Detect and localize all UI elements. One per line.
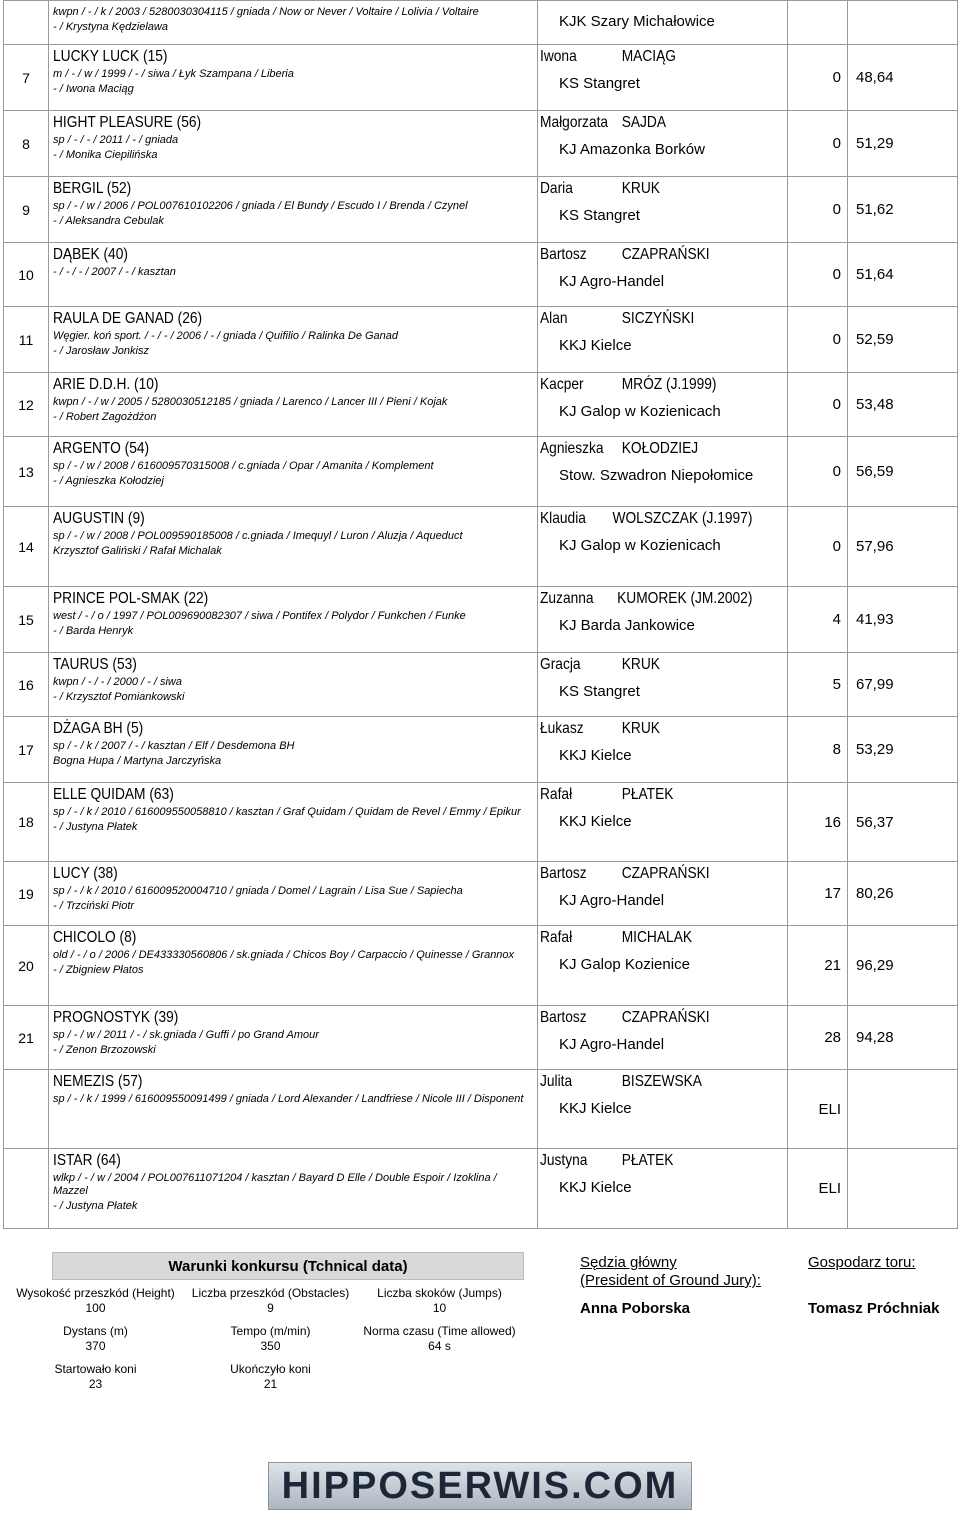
result-row [4,862,958,926]
rider-last-name: CZAPRAŃSKI [621,246,710,263]
horse-name: AUGUSTIN (9) [53,510,145,527]
horse-cell [49,437,538,507]
time-value: 67,99 [856,676,894,693]
rider-first-name: Alan [540,310,568,327]
club-name: KJ Agro-Handel [559,892,665,909]
horse-name: DŻAGA BH (5) [53,720,144,737]
penalty-points: 21 [824,957,841,974]
horse-details: old / - / o / 2006 / DE433330560806 / sk.gniada / Chicos Boy / Carpaccio / Quinesse / Grannox [53,949,515,961]
rider-first-name: Gracja [540,656,581,673]
horse-details: Bogna Hupa / Martyna Jarczyńska [53,755,222,767]
time-value: 52,59 [856,331,894,348]
club-name: KJ Agro-Handel [559,273,665,290]
time-value: 41,93 [856,611,894,628]
rider-name [540,180,752,198]
horse-details: - / - / - / 2007 / - / kasztan [53,266,176,278]
result-row [4,717,958,783]
time-cell [848,111,958,177]
penalty-points: 0 [832,135,841,152]
horse-cell [49,653,538,717]
result-row [4,653,958,717]
time-value: 51,29 [856,135,894,152]
club-name: KJ Galop Kozienice [559,956,690,973]
rider-cell [538,1006,788,1070]
horse-details: sp / - / w / 2006 / POL007610102206 / gniada / El Bundy / Escudo I / Brenda / Czynel [53,200,468,212]
rider-cell [538,783,788,862]
horse-cell [49,111,538,177]
result-row [4,437,958,507]
time-value: 48,64 [856,69,894,86]
rider-last-name: KOŁODZIEJ [621,440,699,457]
horse-details: - / Justyna Płatek [53,821,138,833]
horse-details: - / Krystyna Kędzielawa [53,21,168,33]
time-cell [848,1006,958,1070]
club-name: KKJ Kielce [559,813,632,830]
horse-details: sp / - / - / 2011 / - / gniada [53,134,179,146]
rider-name [540,310,752,328]
host-label: Gospodarz toru: [808,1254,916,1271]
tempo-cell [183,1324,358,1354]
rider-name [540,786,752,804]
rank-cell: 9 [4,177,49,243]
time-value: 53,29 [856,741,894,758]
rider-name [540,1009,752,1027]
horse-details: - / Krzysztof Pomiankowski [53,691,185,703]
horse-cell [49,1006,538,1070]
rider-last-name: BISZEWSKA [621,1073,702,1090]
penalty-points: 17 [824,885,841,902]
started-value: 23 [88,1377,103,1391]
time-value: 56,59 [856,463,894,480]
rider-name [540,114,752,132]
result-row [4,1070,958,1149]
horse-cell [49,717,538,783]
conditions-title: Warunki konkursu (Tchnical data) [52,1252,524,1280]
finished-value: 21 [263,1377,278,1391]
rank-cell: 13 [4,437,49,507]
horse-details: - / Justyna Płatek [53,1200,138,1212]
started-label: Startowało koni [54,1362,137,1376]
time-cell [848,437,958,507]
horse-name: ISTAR (64) [53,1152,121,1169]
rider-cell [538,1149,788,1229]
height-label: Wysokość przeszkód (Height) [16,1286,175,1300]
points-cell [788,1149,848,1229]
time-value: 51,62 [856,201,894,218]
rider-first-name: Łukasz [540,720,584,737]
club-name: KKJ Kielce [559,1100,632,1117]
points-cell [788,243,848,307]
points-cell [788,926,848,1006]
rank-cell: 18 [4,783,49,862]
time-value: 56,37 [856,813,894,831]
horse-cell [49,507,538,587]
time-allowed-label: Norma czasu (Time allowed) [363,1324,516,1338]
points-cell [788,1006,848,1070]
tempo-value: 350 [260,1339,281,1353]
rider-name [540,1152,752,1170]
rank-cell: 11 [4,307,49,373]
penalty-points: 16 [824,813,841,831]
horse-details: - / Iwona Maciąg [53,83,134,95]
rider-name [540,929,752,947]
rider-name [540,1073,752,1091]
time-cell [848,1,958,45]
club-name: KJ Barda Jankowice [559,617,695,634]
horse-name: RAULA DE GANAD (26) [53,310,203,327]
horse-details: sp / - / k / 2010 / 616009520004710 / gniada / Domel / Lagrain / Lisa Sue / Sapiecha [53,885,463,897]
time-cell [848,717,958,783]
technical-data [0,1252,960,1402]
obstacles-value: 9 [267,1301,274,1315]
rider-cell [538,653,788,717]
horse-details: Krzysztof Galiński / Rafał Michalak [53,545,222,557]
rider-first-name: Bartosz [540,246,587,263]
club-name: KKJ Kielce [559,747,632,764]
horse-name: NEMEZIS (57) [53,1073,143,1090]
rank-cell: 14 [4,507,49,587]
penalty-points: 0 [832,266,841,283]
club-name: Stow. Szwadron Niepołomice [559,467,754,484]
points-cell [788,437,848,507]
time-cell [848,783,958,862]
rank-cell: 8 [4,111,49,177]
horse-details: - / Zbigniew Płatos [53,964,144,976]
time-value: 57,96 [856,538,894,555]
rank-cell: 10 [4,243,49,307]
penalty-points: 4 [832,611,841,628]
club-name: KS Stangret [559,207,640,224]
time-allowed-cell [352,1324,527,1354]
rider-cell [538,926,788,1006]
rider-cell [538,717,788,783]
time-cell [848,243,958,307]
rider-name [540,720,752,738]
time-cell [848,862,958,926]
result-row [4,243,958,307]
penalty-points: 0 [832,396,841,413]
horse-details: - / Monika Ciepilińska [53,149,158,161]
horse-name: CHICOLO (8) [53,929,137,946]
rider-last-name: CZAPRAŃSKI [621,865,710,882]
rider-last-name: MICHALAK [621,929,693,946]
penalty-points: 5 [832,676,841,693]
rider-first-name: Rafał [540,786,573,803]
rider-first-name: Bartosz [540,1009,587,1026]
rider-name [540,590,752,608]
points-cell [788,507,848,587]
points-cell [788,45,848,111]
rider-last-name: MRÓZ (J.1999) [621,376,717,393]
points-cell [788,1070,848,1149]
penalty-points: ELI [818,1180,841,1197]
points-cell [788,307,848,373]
obstacles-cell [183,1286,358,1316]
rider-cell [538,437,788,507]
horse-details: - / Aleksandra Cebulak [53,215,164,227]
time-cell [848,307,958,373]
result-row [4,1006,958,1070]
horse-cell [49,1,538,45]
tempo-label: Tempo (m/min) [230,1324,311,1338]
points-cell [788,862,848,926]
rank-cell: 20 [4,926,49,1006]
obstacles-label: Liczba przeszkód (Obstacles) [191,1286,350,1300]
horse-name: ARIE D.D.H. (10) [53,376,159,393]
rider-name [540,865,752,883]
penalty-points: 0 [832,463,841,480]
horse-cell [49,1149,538,1229]
time-cell [848,177,958,243]
rider-cell [538,243,788,307]
horse-cell [49,1070,538,1149]
points-cell [788,111,848,177]
horse-details: west / - / o / 1997 / POL009690082307 / siwa / Pontifex / Polydor / Funkchen / Funke [53,610,466,622]
points-cell [788,177,848,243]
penalty-points: 0 [832,69,841,86]
rider-last-name: SICZYŃSKI [621,310,695,327]
horse-name: TAURUS (53) [53,656,137,673]
club-name: KS Stangret [559,75,640,92]
horse-details: wlkp / - / w / 2004 / POL007611071204 / kasztan / Bayard D Elle / Double Espoir / Izoklina / Mazzel [53,1172,497,1197]
horse-cell [49,862,538,926]
result-row [4,45,958,111]
rider-last-name: KUMOREK (JM.2002) [617,590,753,607]
rider-first-name: Agnieszka [540,440,604,457]
rider-cell [538,45,788,111]
rider-name [540,510,752,528]
points-cell [788,717,848,783]
rider-first-name: Iwona [540,48,577,65]
horse-details: m / - / w / 1999 / - / siwa / Łyk Szampana / Liberia [53,68,294,80]
rider-first-name: Justyna [540,1152,588,1169]
horse-details: - / Barda Henryk [53,625,134,637]
rider-cell [538,177,788,243]
result-row [4,1,958,45]
horse-details: sp / - / w / 2008 / POL009590185008 / c.gniada / Imequyl / Luron / Aluzja / Aqueduct [53,530,463,542]
horse-details: sp / - / k / 1999 / 616009550091499 / gniada / Lord Alexander / Landfriese / Nicole III / Disponent [53,1093,524,1105]
finished-cell [183,1362,358,1392]
rider-last-name: KRUK [621,180,660,197]
horse-name: LUCKY LUCK (15) [53,48,168,65]
rider-first-name: Rafał [540,929,573,946]
horse-details: sp / - / k / 2007 / - / kasztan / Elf / Desdemona BH [53,740,295,752]
result-row [4,177,958,243]
horse-details: - / Trzciński Piotr [53,900,135,912]
horse-cell [49,587,538,653]
rank-cell: 12 [4,373,49,437]
hipposerwis-logo[interactable] [268,1462,692,1510]
height-value: 100 [85,1301,106,1315]
rider-cell [538,587,788,653]
logo-text: HIPPOSERWIS.COM [281,1464,679,1507]
horse-details: kwpn / - / w / 2005 / 5280030512185 / gniada / Larenco / Lancer III / Pieni / Kojak [53,396,448,408]
distance-label: Dystans (m) [63,1324,128,1338]
rider-last-name: MACIĄG [621,48,676,65]
distance-cell [8,1324,183,1354]
rider-cell [538,507,788,587]
horse-details: sp / - / w / 2011 / - / sk.gniada / Guffi / po Grand Amour [53,1029,319,1041]
rider-name [540,246,752,264]
penalty-points: 8 [832,741,841,758]
host-name: Tomasz Próchniak [808,1300,940,1317]
rider-cell [538,1070,788,1149]
time-cell [848,507,958,587]
rider-first-name: Julita [540,1073,573,1090]
judge-label: Sędzia główny [580,1254,677,1271]
horse-details: kwpn / - / k / 2003 / 5280030304115 / gniada / Now or Never / Voltaire / Lolivia / Voltaire [53,6,479,18]
penalty-points: 28 [824,1029,841,1046]
points-cell [788,373,848,437]
result-row [4,307,958,373]
result-row [4,1149,958,1229]
horse-name: HIGHT PLEASURE (56) [53,114,202,131]
rank-cell: 16 [4,653,49,717]
horse-cell [49,177,538,243]
horse-name: DĄBEK (40) [53,246,128,263]
horse-details: Węgier. koń sport. / - / - / 2006 / - / gniada / Quifilio / Ralinka De Ganad [53,330,399,342]
time-cell [848,373,958,437]
horse-name: ARGENTO (54) [53,440,150,457]
time-cell [848,1070,958,1149]
rider-first-name: Klaudia [540,510,586,527]
jumps-cell [352,1286,527,1316]
horse-details: - / Zenon Brzozowski [53,1044,156,1056]
horse-details: - / Agnieszka Kołodziej [53,475,164,487]
rider-first-name: Bartosz [540,865,587,882]
rank-cell: 17 [4,717,49,783]
jumps-label: Liczba skoków (Jumps) [377,1286,502,1300]
time-cell [848,653,958,717]
horse-details: - / Jarosław Jonkisz [53,345,149,357]
time-value: 80,26 [856,885,894,902]
started-cell [8,1362,183,1392]
club-name: KJK Szary Michałowice [559,13,715,30]
penalty-points: 0 [832,538,841,555]
penalty-points: 0 [832,201,841,218]
rider-cell [538,111,788,177]
result-row [4,783,958,862]
horse-name: ELLE QUIDAM (63) [53,786,174,803]
rider-last-name: SAJDA [621,114,667,131]
rank-cell [4,1070,49,1149]
club-name: KKJ Kielce [559,1179,632,1196]
club-name: KJ Agro-Handel [559,1036,665,1053]
rider-first-name: Daria [540,180,573,197]
rider-first-name: Kacper [540,376,584,393]
rider-cell [538,1,788,45]
club-name: KJ Galop w Kozienicach [559,537,721,554]
rider-first-name: Zuzanna [540,590,594,607]
horse-name: PROGNOSTYK (39) [53,1009,179,1026]
result-row [4,111,958,177]
horse-details: - / Robert Zagożdżon [53,411,157,423]
penalty-points: 0 [832,331,841,348]
results-table [3,0,958,1229]
rider-cell [538,373,788,437]
horse-cell [49,307,538,373]
horse-cell [49,243,538,307]
height-cell [8,1286,183,1316]
distance-value: 370 [85,1339,106,1353]
finished-label: Ukończyło koni [230,1362,311,1376]
time-cell [848,45,958,111]
horse-cell [49,373,538,437]
rider-cell [538,862,788,926]
horse-cell [49,45,538,111]
rider-last-name: PŁATEK [621,1152,674,1169]
horse-name: PRINCE POL-SMAK (22) [53,590,209,607]
horse-cell [49,926,538,1006]
time-value: 96,29 [856,957,894,974]
horse-details: kwpn / - / - / 2000 / - / siwa [53,676,182,688]
rider-last-name: PŁATEK [621,786,674,803]
club-name: KJ Amazonka Borków [559,141,705,158]
time-cell [848,1149,958,1229]
club-name: KS Stangret [559,683,640,700]
jumps-value: 10 [432,1301,447,1315]
rider-name [540,48,752,66]
club-name: KKJ Kielce [559,337,632,354]
judge-name: Anna Poborska [580,1300,691,1317]
rank-cell [4,1149,49,1229]
rider-last-name: KRUK [621,720,660,737]
rider-name [540,656,752,674]
rank-cell: 19 [4,862,49,926]
rank-cell: 15 [4,587,49,653]
result-row [4,926,958,1006]
rank-cell [4,1,49,45]
time-allowed-value: 64 s [428,1339,451,1353]
rider-first-name: Małgorzata [540,114,609,131]
judge-label-en: (President of Ground Jury): [580,1272,761,1289]
time-cell [848,587,958,653]
horse-details: sp / - / w / 2008 / 616009570315008 / c.gniada / Opar / Amanita / Komplement [53,460,434,472]
points-cell [788,1,848,45]
rank-cell: 21 [4,1006,49,1070]
points-cell [788,653,848,717]
rider-last-name: CZAPRAŃSKI [621,1009,710,1026]
horse-details: sp / - / k / 2010 / 616009550058810 / kasztan / Graf Quidam / Quidam de Revel / Emmy / Epikur [53,806,521,818]
horse-cell [49,783,538,862]
rider-name [540,440,752,458]
time-cell [848,926,958,1006]
horse-name: BERGIL (52) [53,180,132,197]
result-row [4,587,958,653]
time-value: 94,28 [856,1029,894,1046]
points-cell [788,783,848,862]
horse-name: LUCY (38) [53,865,118,882]
result-row [4,373,958,437]
judge-block [580,1254,800,1318]
rider-last-name: KRUK [621,656,660,673]
penalty-points: ELI [818,1100,841,1118]
host-block [808,1254,958,1318]
rider-last-name: WOLSZCZAK (J.1997) [612,510,753,527]
points-cell [788,587,848,653]
rider-cell [538,307,788,373]
time-value: 53,48 [856,396,894,413]
time-value: 51,64 [856,266,894,283]
club-name: KJ Galop w Kozienicach [559,403,721,420]
result-row [4,507,958,587]
rider-name [540,376,752,394]
rank-cell: 7 [4,45,49,111]
